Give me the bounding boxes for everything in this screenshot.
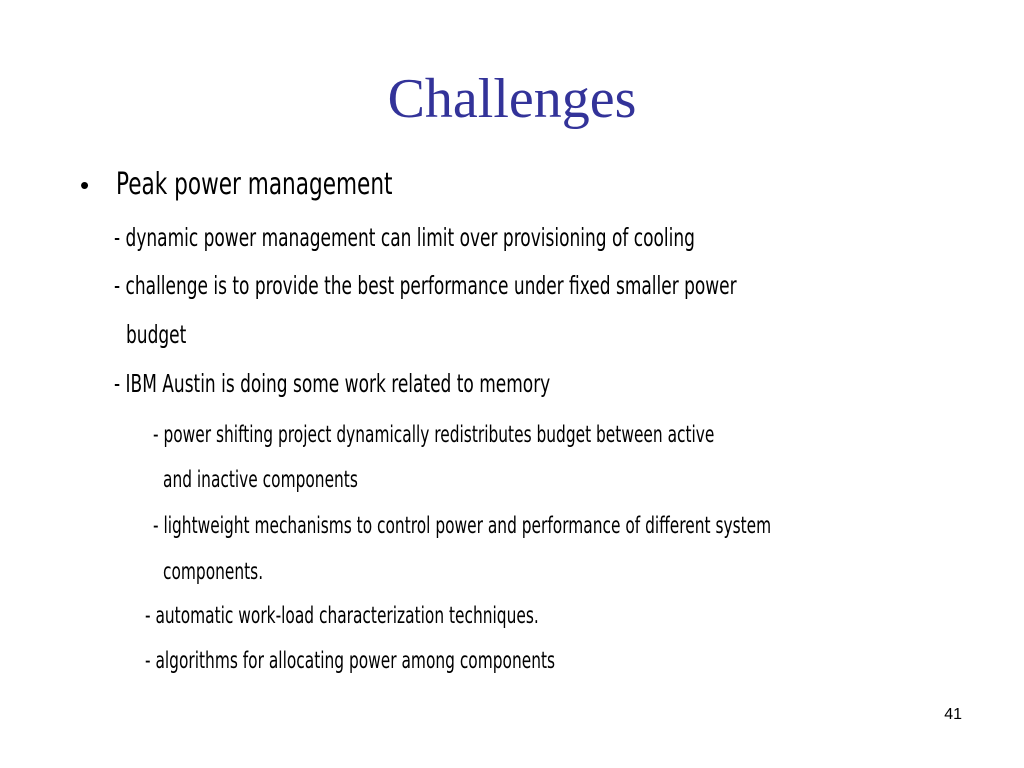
sub-sub-item-algorithms: - algorithms for allocating power among components xyxy=(145,648,556,674)
sub-item-dynamic-power: - dynamic power management can limit over provisioning of cooling xyxy=(114,223,695,252)
sub-sub-item-power-shifting-cont: and inactive components xyxy=(163,467,358,493)
slide-title: Challenges xyxy=(387,68,637,130)
sub-sub-item-lightweight-cont: components. xyxy=(163,559,264,585)
sub-item-challenge-cont: budget xyxy=(126,320,187,349)
page-number: 41 xyxy=(944,706,962,723)
sub-sub-item-workload: - automatic work-load characterization techniques. xyxy=(145,603,539,629)
sub-item-challenge: - challenge is to provide the best performance under fixed smaller power xyxy=(114,271,737,300)
sub-sub-item-lightweight: - lightweight mechanisms to control power and performance of different system xyxy=(153,513,772,539)
bullet-peak-power-management: Peak power management xyxy=(116,167,393,202)
sub-sub-item-power-shifting: - power shifting project dynamically redistributes budget between active xyxy=(153,422,715,448)
bullet-dot: • xyxy=(80,170,90,200)
sub-item-ibm-austin: - IBM Austin is doing some work related to memory xyxy=(114,369,551,398)
